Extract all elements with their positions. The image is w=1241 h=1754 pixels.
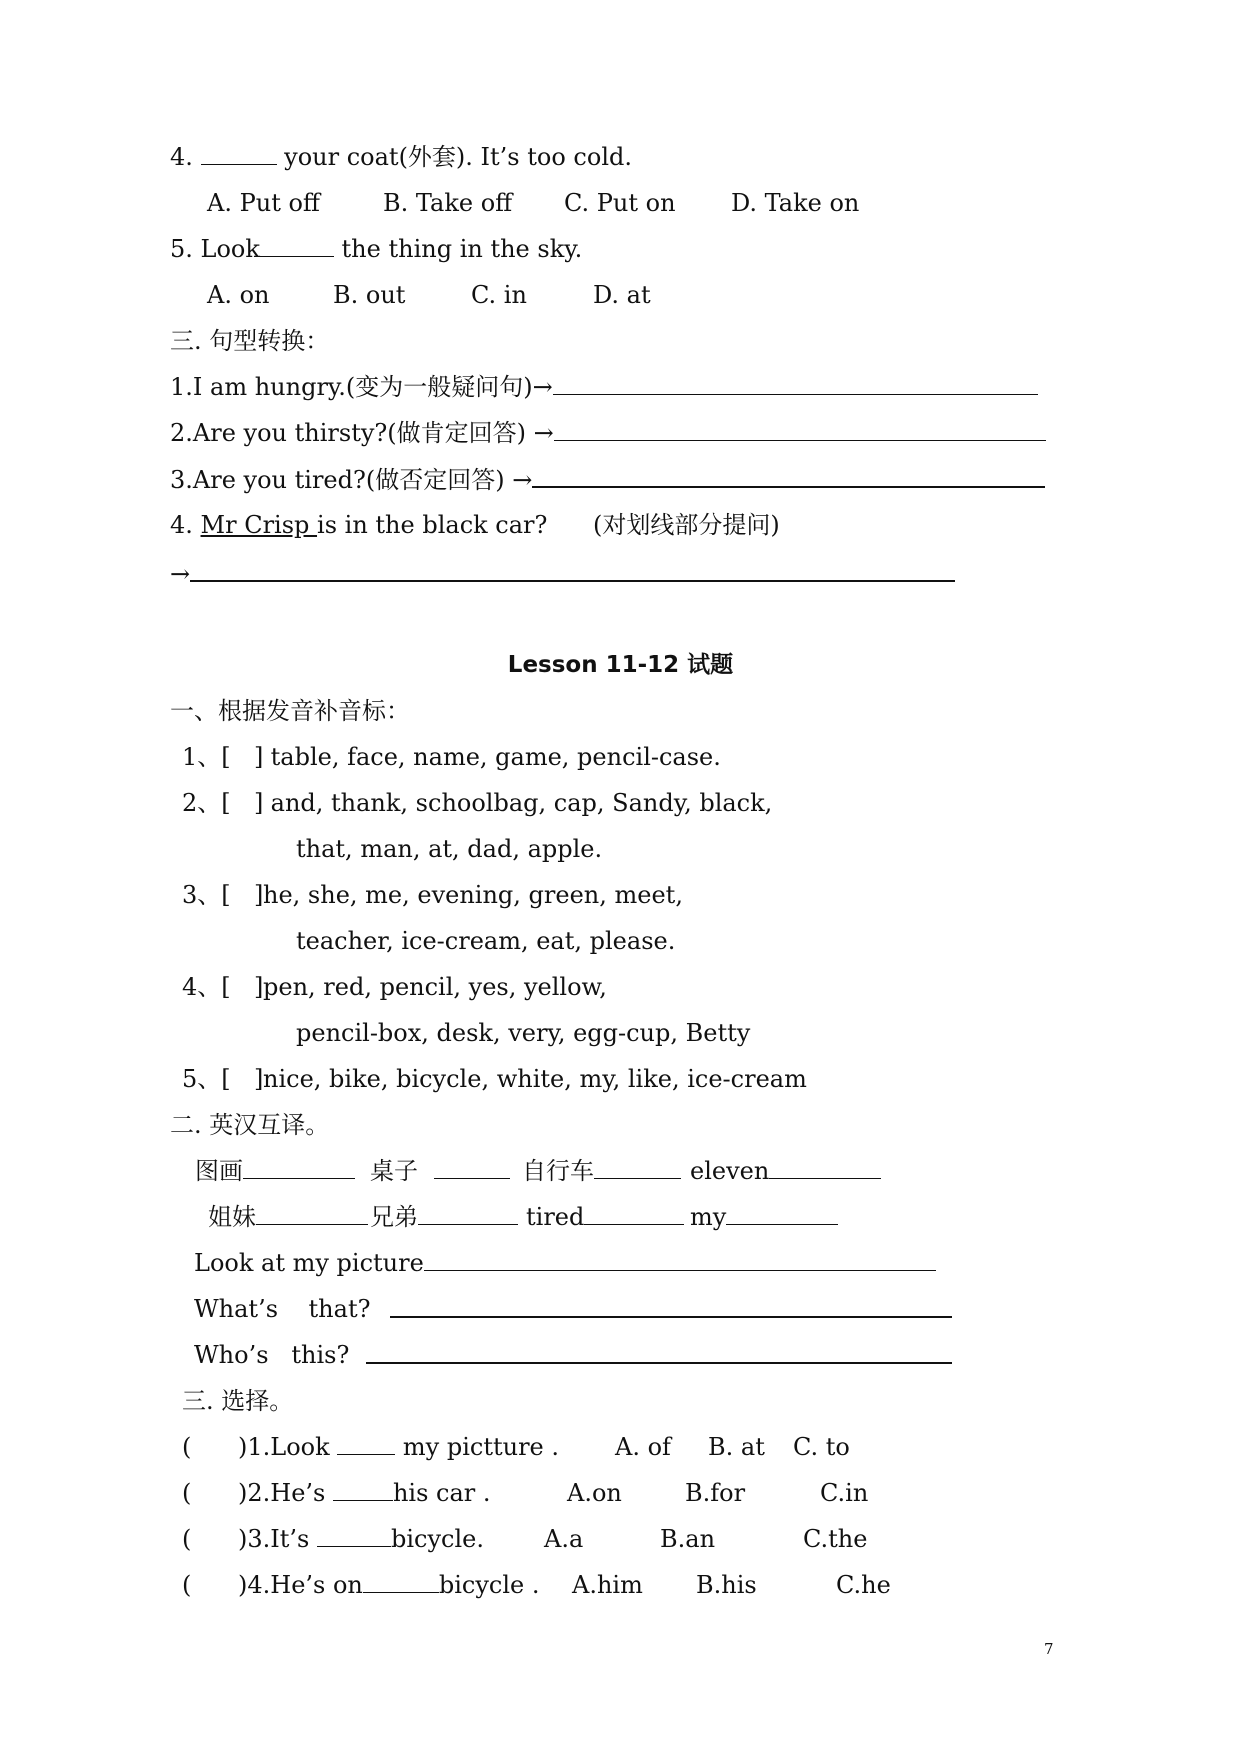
translate-item bbox=[208, 1202, 368, 1232]
answer-blank[interactable] bbox=[256, 1202, 368, 1225]
translate-word: 图画 bbox=[195, 1157, 243, 1185]
sentence-text: What’s that? bbox=[194, 1295, 371, 1323]
translate-word: eleven bbox=[690, 1157, 770, 1185]
answer-blank[interactable] bbox=[418, 1202, 518, 1225]
option-a: A.him bbox=[572, 1571, 643, 1599]
option-a: A.on bbox=[567, 1479, 622, 1507]
lesson-title: Lesson 11-12 试题 bbox=[507, 652, 734, 678]
answer-blank[interactable] bbox=[726, 1202, 838, 1225]
question-text: )4.He’s on bbox=[238, 1571, 363, 1599]
question-text: 5. Look bbox=[170, 235, 260, 263]
answer-line[interactable] bbox=[390, 1294, 952, 1318]
option-c: C. to bbox=[793, 1433, 850, 1461]
phonics-words: he, she, me, evening, green, meet, bbox=[263, 881, 683, 909]
answer-paren[interactable]: ( bbox=[182, 1479, 192, 1507]
phonics-bracket: ] bbox=[254, 789, 264, 817]
transform-item-2 bbox=[170, 418, 1046, 448]
sentence-text: Look at my picture bbox=[194, 1249, 424, 1277]
question-text: )3.It’s bbox=[238, 1525, 317, 1553]
translate-sentence bbox=[390, 1294, 952, 1325]
page-number: 7 bbox=[1044, 1640, 1054, 1658]
transform-item-4-answer bbox=[170, 558, 955, 589]
option-c: C.in bbox=[820, 1479, 869, 1507]
answer-line[interactable] bbox=[190, 558, 955, 582]
phonics-bracket: ] bbox=[254, 973, 264, 1001]
answer-blank[interactable] bbox=[317, 1524, 391, 1547]
item-text: is in the black car? bbox=[317, 511, 548, 539]
section-heading: 三. 句型转换： bbox=[170, 327, 330, 355]
question-text: my pictture . bbox=[395, 1433, 560, 1461]
section-heading: 二. 英汉互译。 bbox=[170, 1111, 330, 1139]
question-text: bicycle . bbox=[438, 1571, 540, 1599]
answer-paren[interactable]: ( bbox=[182, 1571, 192, 1599]
option-c: C.the bbox=[803, 1525, 868, 1553]
translate-word: 姐妹 bbox=[208, 1203, 256, 1231]
question-4 bbox=[170, 142, 632, 172]
translate-item bbox=[195, 1156, 355, 1186]
phonics-number: 4、[ bbox=[182, 973, 231, 1001]
answer-blank[interactable] bbox=[594, 1156, 681, 1179]
sentence-text: Who’s this? bbox=[194, 1341, 350, 1369]
translate-item bbox=[690, 1202, 838, 1232]
option-b: B. at bbox=[708, 1433, 765, 1461]
question-number: 4. bbox=[170, 143, 201, 171]
answer-line[interactable] bbox=[532, 464, 1045, 488]
answer-blank[interactable] bbox=[243, 1156, 355, 1179]
translate-item bbox=[522, 1156, 681, 1186]
section-heading: 一、根据发音补音标： bbox=[170, 697, 410, 725]
answer-paren[interactable]: ( bbox=[182, 1525, 192, 1553]
phonics-words: pen, red, pencil, yes, yellow, bbox=[263, 973, 607, 1001]
answer-blank[interactable] bbox=[201, 142, 277, 165]
choice-question bbox=[238, 1570, 540, 1600]
phonics-bracket: ] bbox=[254, 881, 264, 909]
option-b: B.an bbox=[660, 1525, 716, 1553]
question-text: bicycle. bbox=[390, 1525, 484, 1553]
question-text: his car . bbox=[392, 1479, 491, 1507]
translate-word: 兄弟 bbox=[370, 1203, 418, 1231]
arrow-icon: → bbox=[170, 560, 191, 588]
translate-sentence bbox=[194, 1248, 936, 1278]
translate-item bbox=[370, 1156, 510, 1186]
option-b: B.for bbox=[685, 1479, 746, 1507]
choice-question bbox=[238, 1524, 484, 1554]
answer-blank[interactable] bbox=[337, 1432, 395, 1455]
translate-item bbox=[526, 1202, 684, 1232]
underlined-phrase: Mr Crisp bbox=[200, 511, 318, 539]
answer-paren[interactable]: ( bbox=[182, 1433, 192, 1461]
transform-item-3 bbox=[170, 464, 1045, 495]
choice-question bbox=[238, 1478, 491, 1508]
question-text: your coat(外套). It’s too cold. bbox=[276, 143, 632, 171]
translate-word: 自行车 bbox=[522, 1157, 594, 1185]
answer-line[interactable] bbox=[553, 372, 1038, 395]
question-text: )2.He’s bbox=[238, 1479, 333, 1507]
answer-blank[interactable] bbox=[260, 234, 334, 257]
option-b: B. Take off bbox=[383, 189, 513, 217]
answer-blank[interactable] bbox=[584, 1202, 684, 1225]
translate-word: my bbox=[690, 1203, 727, 1231]
item-text: 1.I am hungry.(变为一般疑问句)→ bbox=[170, 373, 553, 401]
phonics-number: 3、[ bbox=[182, 881, 231, 909]
item-text: 2.Are you thirsty?(做肯定回答) → bbox=[170, 419, 554, 447]
option-c: C. Put on bbox=[564, 189, 676, 217]
translate-item bbox=[370, 1202, 518, 1232]
translate-word: 桌子 bbox=[370, 1157, 418, 1185]
option-b: B.his bbox=[696, 1571, 757, 1599]
item-number: 4. bbox=[170, 511, 201, 539]
option-d: D. Take on bbox=[731, 189, 860, 217]
phonics-words: nice, bike, bicycle, white, my, like, ice-cream bbox=[263, 1065, 807, 1093]
phonics-words: table, face, name, game, pencil-case. bbox=[263, 743, 721, 771]
answer-blank[interactable] bbox=[434, 1156, 510, 1179]
phonics-number: 5、[ bbox=[182, 1065, 231, 1093]
section-heading: 三. 选择。 bbox=[182, 1387, 294, 1415]
question-text: )1.Look bbox=[238, 1433, 338, 1461]
option-a: A. of bbox=[615, 1433, 671, 1461]
transform-item-1 bbox=[170, 372, 1038, 402]
phonics-number: 2、[ bbox=[182, 789, 231, 817]
translate-word: tired bbox=[526, 1203, 585, 1231]
answer-blank[interactable] bbox=[333, 1478, 393, 1501]
item-text: 3.Are you tired?(做否定回答) → bbox=[170, 466, 533, 494]
question-text: the thing in the sky. bbox=[333, 235, 583, 263]
question-5 bbox=[170, 234, 582, 264]
option-b: B. out bbox=[333, 281, 406, 309]
item-note: (对划线部分提问) bbox=[593, 511, 780, 539]
choice-question bbox=[238, 1432, 559, 1462]
option-d: D. at bbox=[593, 281, 651, 309]
phonics-words: teacher, ice-cream, eat, please. bbox=[296, 927, 676, 955]
answer-line[interactable] bbox=[366, 1340, 952, 1364]
phonics-words: that, man, at, dad, apple. bbox=[296, 835, 603, 863]
option-c: C.he bbox=[836, 1571, 891, 1599]
translate-sentence bbox=[366, 1340, 952, 1371]
transform-item-4 bbox=[170, 510, 547, 540]
phonics-words: pencil-box, desk, very, egg-cup, Betty bbox=[296, 1019, 751, 1047]
answer-blank[interactable] bbox=[769, 1156, 881, 1179]
answer-line[interactable] bbox=[554, 418, 1046, 441]
option-a: A.a bbox=[544, 1525, 584, 1553]
answer-line[interactable] bbox=[424, 1248, 936, 1271]
option-a: A. on bbox=[207, 281, 270, 309]
option-a: A. Put off bbox=[207, 189, 320, 217]
phonics-bracket: ] bbox=[254, 743, 264, 771]
translate-item bbox=[690, 1156, 881, 1186]
phonics-number: 1、[ bbox=[182, 743, 231, 771]
phonics-bracket: ] bbox=[254, 1065, 264, 1093]
option-c: C. in bbox=[471, 281, 527, 309]
phonics-words: and, thank, schoolbag, cap, Sandy, black, bbox=[263, 789, 773, 817]
answer-blank[interactable] bbox=[363, 1570, 439, 1593]
